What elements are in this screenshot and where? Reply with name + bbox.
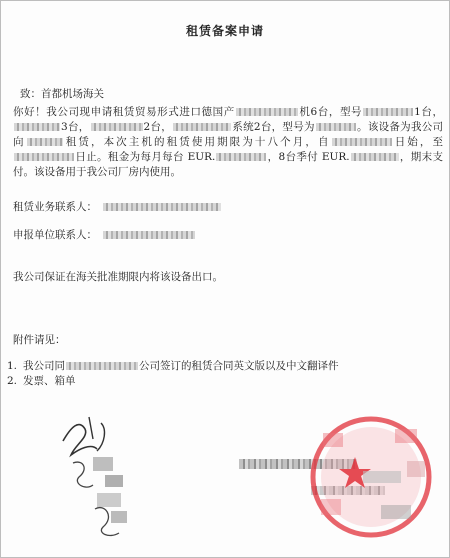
lessor-contact (13, 199, 222, 214)
attachment-text: 公司签订的租赁合同英文版以及中文翻译件 (139, 360, 339, 372)
attachment-item (7, 374, 339, 389)
body-text-5: 2台， (143, 121, 173, 133)
body-text-11: ，8台季付 EUR. (267, 151, 350, 163)
body-text-12: ，期末支付。该设备用于我公司厂房内使用。 (13, 151, 443, 178)
body-text-6: 系统2台，型号为 (232, 121, 315, 133)
redacted-contact (103, 231, 195, 239)
body-text-9: 日始，至 (392, 136, 444, 148)
body-text-7: 。该设备为我公司向 (13, 121, 444, 148)
body-text-10: 日止。租金为每月每台 EUR. (75, 151, 216, 163)
document-title: 租赁备案申请 (185, 24, 264, 38)
body-text-2: 机6台，型号 (298, 106, 363, 118)
body-text-3: 1台， (414, 106, 444, 118)
lessor-contact-label: 租赁业务联系人： (13, 201, 97, 213)
redacted-text (27, 138, 63, 146)
redacted-amount (216, 153, 266, 161)
attachment-number: 1. (7, 360, 18, 372)
body-text-8: 租赁，本次主机的租赁使用期限为十八个月，自 (63, 136, 331, 148)
attachment-number: 2. (7, 375, 18, 387)
redacted-company (66, 362, 138, 370)
redacted-text (91, 123, 143, 131)
redacted-text (173, 123, 231, 131)
redacted-date (14, 153, 74, 161)
attachment-text: 我公司同 (23, 360, 65, 372)
handwritten-signature (49, 399, 159, 547)
redacted-text (316, 123, 356, 131)
company-seal-stamp (303, 403, 443, 551)
attachment-item (7, 359, 339, 374)
attachments-heading: 附件请见： (13, 334, 66, 346)
body-text-4: 3台， (61, 121, 90, 133)
redacted-text (363, 108, 413, 116)
redacted-text (14, 123, 60, 131)
guarantee-statement: 我公司保证在海关批准期限内将该设备出口。 (13, 271, 223, 283)
applicant-contact-label: 申报单位联系人： (13, 229, 97, 241)
attachment-text: 发票、箱单 (23, 375, 76, 387)
redacted-amount (351, 153, 399, 161)
applicant-contact (13, 227, 196, 242)
body-text-1: 你好！我公司现申请租赁贸易形式进口德国产 (13, 106, 235, 118)
application-body (13, 105, 443, 180)
recipient-line: 致：首都机场海关 (20, 88, 104, 100)
redacted-date (332, 138, 392, 146)
redacted-contact (103, 203, 221, 211)
redacted-text (236, 108, 298, 116)
attachments-list (7, 359, 339, 389)
